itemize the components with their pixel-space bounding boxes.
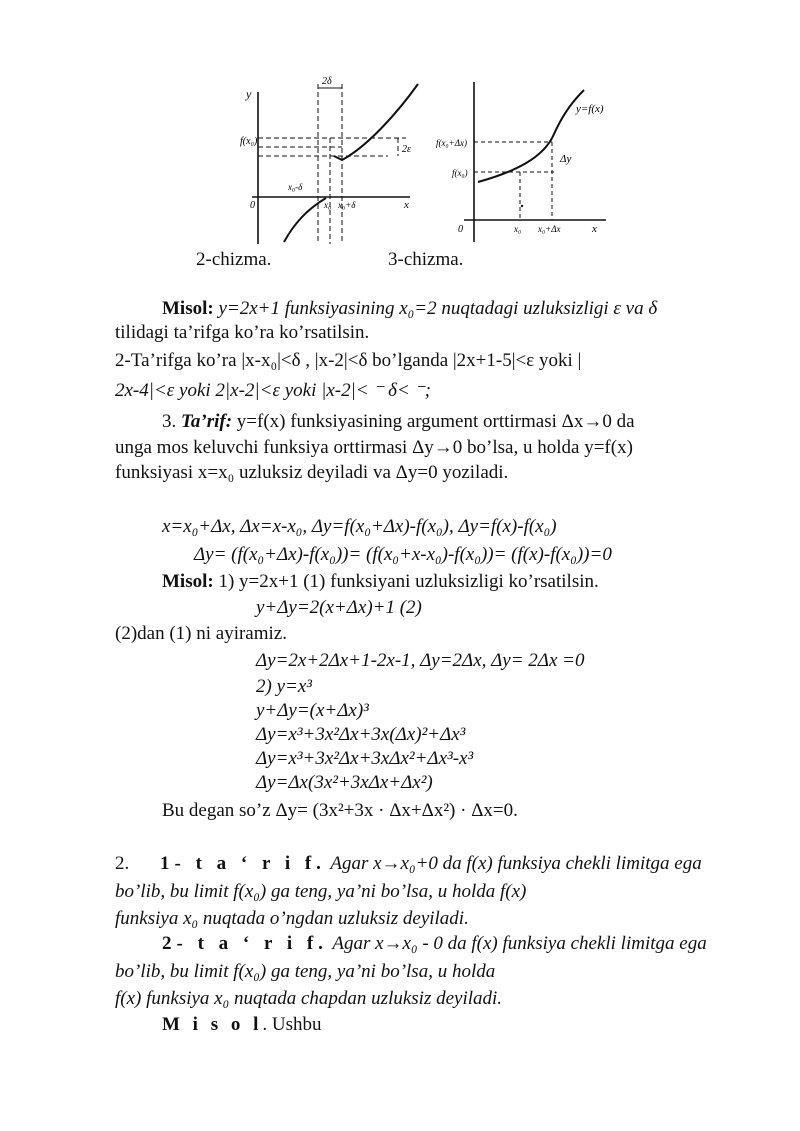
definition-2-line-b: 2x-4|<ε yoki 2|x-2|<ε yoki |x-2|< ⁻ δ< ⁻; [115, 380, 431, 401]
misol-3-body: . Ushbu [262, 1014, 322, 1035]
equation-4: 2) y=x³ [256, 676, 312, 697]
misol-2-label: Misol: [162, 571, 214, 592]
equation-8: Δy=Δx(3x²+3xΔx+Δx²) [256, 772, 433, 793]
fig2-label-x0-minus-delta: x₀-δ [288, 182, 303, 192]
equation-9: Bu degan so’z Δy= (3x²+3x · Δx+Δx²) · Δx=0. [162, 800, 518, 821]
fig2-label-fx0: f(x₀) [240, 136, 258, 147]
misol-2-line [162, 571, 599, 593]
misol-1-line [162, 298, 657, 320]
equation-5: y+Δy=(x+Δx)³ [256, 700, 369, 721]
equation-2: (2)dan (1) ni ayiramiz. [115, 623, 287, 644]
fig2-label-2delta: 2δ [322, 76, 332, 87]
equation-6: Δy=x³+3x²Δx+3x(Δx)²+Δx³ [256, 724, 466, 745]
misol-3-label: M i s o l [162, 1014, 263, 1035]
formula-line-1: x=x₀+Δx, Δx=x-x₀, Δy=f(x₀+Δx)-f(x₀), Δy=f(x)-f(x₀) [162, 516, 557, 537]
fig2-curve-left [284, 198, 326, 242]
equation-1: y+Δy=2(x+Δx)+1 (2) [256, 597, 422, 618]
fig3-label-x0-dx: x₀+Δx [538, 224, 561, 234]
misol-1-body: y=2x+1 funksiyasining x₀=2 nuqtadagi uzluksizligi ε va δ [213, 298, 658, 319]
formula-line-2: Δy= (f(x₀+Δx)-f(x₀))= (f(x₀+x-x₀)-f(x₀))= (f(x)-f(x₀))=0 [194, 544, 612, 565]
definition-3-line-a [162, 411, 635, 433]
figure-3-caption: 3-chizma. [388, 249, 464, 270]
definition-r1-line-a [115, 853, 702, 875]
definition-3-body-a: y=f(x) funksiyasining argument orttirmasi Δx→0 da [232, 411, 635, 432]
definition-r2-label: 2- t a ‘ r i f. [162, 933, 328, 954]
equation-7: Δy=x³+3x²Δx+3xΔx²+Δx³-x³ [256, 748, 474, 769]
misol-3-line [162, 1014, 322, 1036]
fig2-label-x: x [404, 199, 409, 211]
fig2-label-x0-plus-delta: x₀+δ [338, 200, 356, 210]
definition-3-line-c: funksiyasi x=x₀ uzluksiz deyiladi va Δy=0 yoziladi. [115, 462, 509, 483]
definition-r2-line-a [162, 933, 707, 955]
fig3-label-f-x0: f(x₀) [452, 168, 468, 178]
fig3-label-origin: 0 [458, 224, 463, 235]
fig2-label-x0: x₀ [324, 200, 332, 210]
misol-2-body: 1) y=2x+1 (1) funksiyani uzluksizligi ko’rsatilsin. [213, 571, 599, 592]
definition-r2-line-c: f(x) funksiya x₀ nuqtada chapdan uzluksiz deyiladi. [115, 988, 503, 1009]
fig2-label-origin: 0 [250, 200, 255, 211]
misol-1-label: Misol: [162, 298, 214, 319]
figure-3-chart [434, 72, 620, 250]
fig3-label-dy: Δy [560, 153, 572, 165]
definition-3-line-b: unga mos keluvchi funksiya orttirmasi Δy→0 bo’lsa, u holda y=f(x) [115, 437, 633, 458]
fig3-curve [478, 90, 584, 182]
definition-3-label: Ta’rif: [181, 411, 233, 432]
fig3-label-f-x0-dx: f(x₀+Δx) [436, 138, 467, 148]
definition-r1-label: 1- t a ‘ r i f. [160, 853, 326, 874]
fig2-label-2eps: 2ε [402, 144, 411, 155]
definition-r1-line-c: funksiya x₀ nuqtada o’ngdan uzluksiz deyiladi. [115, 908, 469, 929]
figure-2-caption: 2-chizma. [196, 249, 272, 270]
definition-3-number: 3. [162, 411, 181, 432]
definition-2-line-a: 2-Ta’rifga ko’ra |x-x₀|<δ , |x-2|<δ bo’lganda |2x+1-5|<ε yoki | [115, 350, 582, 371]
fig3-label-x: x [592, 223, 597, 235]
definition-r1-line-b: bo’lib, bu limit f(x₀) ga teng, ya’ni bo’lsa, u holda f(x) [115, 881, 527, 902]
definition-r1-body-a: Agar x→x₀+0 da f(x) funksiya chekli limitga ega [325, 853, 702, 874]
fig2-label-y: y [246, 87, 252, 101]
fig3-label-curve: y=f(x) [576, 103, 604, 115]
section-number: 2. [115, 853, 130, 874]
misol-1-cont: tilidagi ta’rifga ko’ra ko’rsatilsin. [115, 322, 370, 343]
fig3-label-x0: x₀ [514, 224, 522, 234]
figure-2-chart [238, 72, 438, 250]
definition-r2-line-b: bo’lib, bu limit f(x₀) ga teng, ya’ni bo’lsa, u holda [115, 961, 496, 982]
equation-3: Δy=2x+2Δx+1-2x-1, Δy=2Δx, Δy= 2Δx =0 [256, 650, 585, 671]
definition-r2-body-a: Agar x→x₀ - 0 da f(x) funksiya chekli limitga ega [327, 933, 707, 954]
